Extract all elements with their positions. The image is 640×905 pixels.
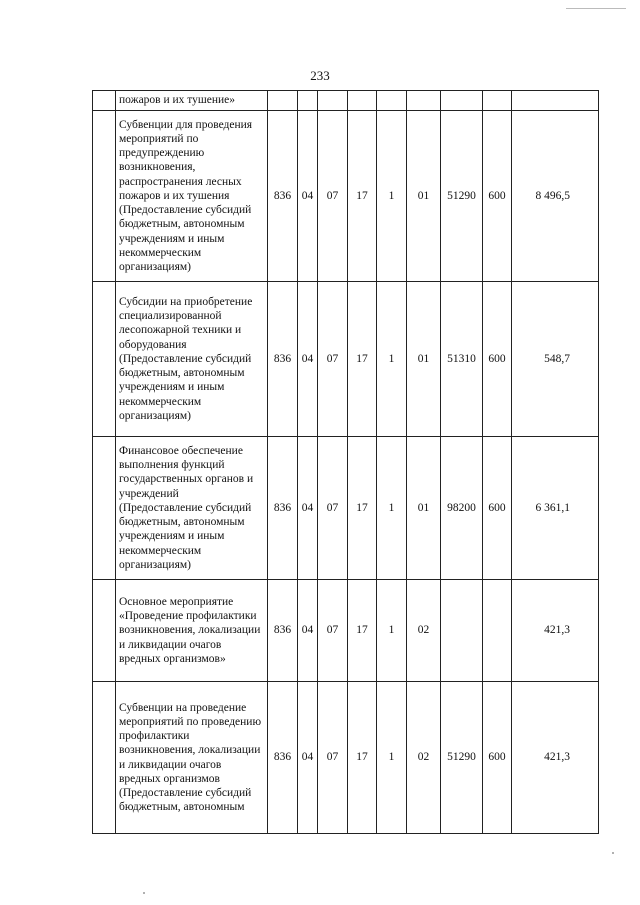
- code-cell: 836: [268, 282, 298, 437]
- margin-cell: [93, 580, 116, 682]
- code-cell: [483, 91, 512, 111]
- row-name: Основное мероприятие «Проведение профилактики возникновения, локализации и ликвидации очагов вредных организмов»: [116, 580, 268, 682]
- code-cell: [483, 580, 512, 682]
- code-cell: 836: [268, 111, 298, 282]
- table-row: [93, 437, 599, 580]
- table-row: [93, 111, 599, 282]
- code-cell: [348, 91, 377, 111]
- code-cell: 600: [483, 111, 512, 282]
- amount-cell: [512, 91, 599, 111]
- table-row: [93, 580, 599, 682]
- row-name: Субвенции для проведения мероприятий по предупреждению возникновения, распространения лесных пожаров и их тушения (Предоставление субсидий бюджетным, автономным учреждениям и иным некоммерческим организациям): [116, 111, 268, 282]
- code-cell: 51290: [441, 111, 483, 282]
- table-row: [93, 91, 599, 111]
- code-cell: 836: [268, 682, 298, 834]
- scan-speck: [143, 892, 145, 894]
- table-row: [93, 282, 599, 437]
- code-cell: 17: [348, 437, 377, 580]
- code-cell: 04: [298, 580, 318, 682]
- code-cell: 1: [377, 437, 407, 580]
- code-cell: 17: [348, 580, 377, 682]
- code-cell: 1: [377, 111, 407, 282]
- code-cell: 02: [407, 682, 441, 834]
- page-number: 233: [310, 68, 330, 83]
- code-cell: 04: [298, 282, 318, 437]
- code-cell: [407, 91, 441, 111]
- code-cell: [377, 91, 407, 111]
- code-cell: 02: [407, 580, 441, 682]
- amount-cell: 548,7: [512, 282, 599, 437]
- code-cell: 07: [318, 437, 348, 580]
- code-cell: 600: [483, 437, 512, 580]
- amount-cell: 6 361,1: [512, 437, 599, 580]
- code-cell: 01: [407, 282, 441, 437]
- row-name: Финансовое обеспечение выполнения функций государственных органов и учреждений (Предоставление субсидий бюджетным, автономным учреждениям и иным некоммерческим организациям): [116, 437, 268, 580]
- margin-cell: [93, 282, 116, 437]
- code-cell: [441, 580, 483, 682]
- code-cell: 1: [377, 282, 407, 437]
- amount-cell: 421,3: [512, 580, 599, 682]
- code-cell: 600: [483, 682, 512, 834]
- code-cell: 51290: [441, 682, 483, 834]
- margin-cell: [93, 437, 116, 580]
- code-cell: [318, 91, 348, 111]
- code-cell: 17: [348, 282, 377, 437]
- code-cell: 04: [298, 437, 318, 580]
- code-cell: 04: [298, 111, 318, 282]
- code-cell: 17: [348, 111, 377, 282]
- margin-cell: [93, 91, 116, 111]
- code-cell: 836: [268, 580, 298, 682]
- code-cell: 600: [483, 282, 512, 437]
- scan-edge-line: [566, 8, 626, 9]
- code-cell: 07: [318, 682, 348, 834]
- code-cell: 1: [377, 580, 407, 682]
- code-cell: 07: [318, 111, 348, 282]
- code-cell: 01: [407, 437, 441, 580]
- table-row: [93, 682, 599, 834]
- scan-speck: [612, 852, 614, 854]
- code-cell: [298, 91, 318, 111]
- code-cell: 51310: [441, 282, 483, 437]
- code-cell: 17: [348, 682, 377, 834]
- code-cell: 98200: [441, 437, 483, 580]
- code-cell: 07: [318, 580, 348, 682]
- amount-cell: 421,3: [512, 682, 599, 834]
- code-cell: 04: [298, 682, 318, 834]
- row-name: Субвенции на проведение мероприятий по проведению профилактики возникновения, локализации и ликвидации очагов вредных организмов (Предоставление субсидий бюджетным, автономным: [116, 682, 268, 834]
- code-cell: 1: [377, 682, 407, 834]
- code-cell: [441, 91, 483, 111]
- row-name: Субсидии на приобретение специализированной лесопожарной техники и оборудования (Предоставление субсидий бюджетным, автономным учреждениям и иным некоммерческим организациям): [116, 282, 268, 437]
- code-cell: 836: [268, 437, 298, 580]
- code-cell: [268, 91, 298, 111]
- row-name: пожаров и их тушение»: [116, 91, 268, 111]
- margin-cell: [93, 682, 116, 834]
- code-cell: 01: [407, 111, 441, 282]
- budget-table: [92, 90, 599, 834]
- code-cell: 07: [318, 282, 348, 437]
- amount-cell: 8 496,5: [512, 111, 599, 282]
- margin-cell: [93, 111, 116, 282]
